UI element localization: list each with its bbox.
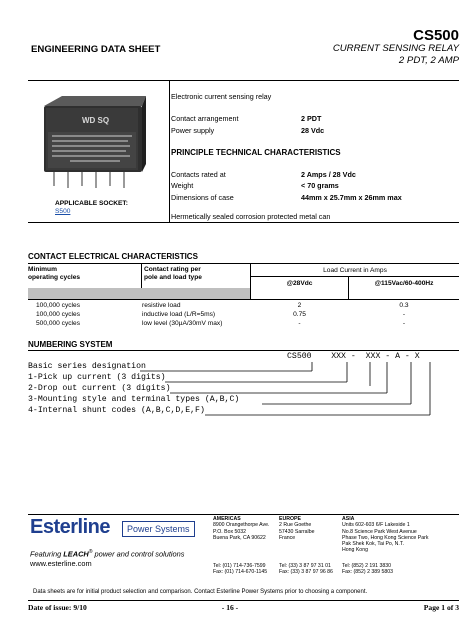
fax: Fax: (01) 714-670-1145 xyxy=(213,569,268,576)
column-header: operating cycles xyxy=(28,274,81,281)
characteristic-label: Contacts rated at xyxy=(171,170,226,179)
model-number: CS500 xyxy=(413,27,459,44)
asia-address xyxy=(342,516,428,554)
footer-bottom-rule xyxy=(28,600,459,601)
table-cell: - xyxy=(402,311,406,318)
principle-title: PRINCIPLE TECHNICAL CHARACTERISTICS xyxy=(171,148,341,157)
issue-date: Date of issue: 9/10 xyxy=(28,603,87,612)
asia-contact xyxy=(342,563,393,576)
spec-value: 28 Vdc xyxy=(301,126,325,135)
table-cell: - xyxy=(402,320,406,327)
column-header: Contact rating per xyxy=(144,266,201,273)
address-line: P.O. Box 5032 xyxy=(213,528,247,535)
region-heading: AMERICAS xyxy=(213,516,241,522)
document-title: ENGINEERING DATA SHEET xyxy=(31,44,161,55)
europe-contact xyxy=(279,563,333,576)
table-cell: - xyxy=(298,320,301,327)
footer-top-rule xyxy=(28,514,459,515)
address-line: Phase Two, Hong Kong Science Park xyxy=(342,534,429,541)
enclosure-note: Hermetically sealed corrosion protected metal can xyxy=(171,212,331,221)
table-cell: 100,000 cycles xyxy=(36,311,80,318)
table-cell: 2 xyxy=(297,302,302,309)
address-line: France xyxy=(279,534,296,541)
website-link[interactable]: www.esterline.com xyxy=(30,559,92,568)
characteristic-label: Dimensions of case xyxy=(171,193,234,202)
characteristic-value: 2 Amps / 28 Vdc xyxy=(301,170,356,179)
product-description: Electronic current sensing relay xyxy=(171,92,272,101)
spec-label: Contact arrangement xyxy=(171,114,239,123)
characteristic-value: 44mm x 25.7mm x 26mm max xyxy=(301,193,402,202)
region-heading: EUROPE xyxy=(279,516,301,522)
phone: Tel: (852) 2 191 3830 xyxy=(342,563,392,569)
page-marker: - 16 - xyxy=(221,603,239,612)
disclaimer: Data sheets are for initial product selection and comparison. Contact Esterline Power Systems prior to choosing a component. xyxy=(33,589,368,595)
logo-wordmark: Esterline xyxy=(30,516,110,538)
americas-address xyxy=(213,516,269,541)
numbering-line: 3-Mounting style and terminal types (A,B,C) xyxy=(28,395,240,404)
numbering-title: NUMBERING SYSTEM xyxy=(28,340,113,349)
socket-link[interactable]: S500 xyxy=(55,208,71,215)
featuring-pre: Featuring xyxy=(30,549,64,559)
esterline-logo xyxy=(30,516,206,544)
characteristic-value: < 70 grams xyxy=(301,181,339,190)
fax: Fax: (33) 3 87 97 96 86 xyxy=(279,569,333,576)
featuring-post: power and control solutions xyxy=(92,549,185,559)
page-count: Page 1 of 3 xyxy=(423,603,459,612)
logo-tag: Power Systems xyxy=(122,521,195,537)
table-cell: resistive load xyxy=(142,302,181,309)
address-line: 2 Rue Goethe xyxy=(279,522,312,529)
spec-value: 2 PDT xyxy=(301,114,322,123)
column-header: pole and load type xyxy=(144,274,202,281)
socket-label: APPLICABLE SOCKET: xyxy=(55,200,128,207)
table-cell: 0.3 xyxy=(399,302,409,309)
region-heading: ASIA xyxy=(342,516,355,522)
part-number-code: CS500 XXX - XXX - A - X xyxy=(287,352,420,361)
numbering-line: 4-Internal shunt codes (A,B,C,D,E,F) xyxy=(28,406,205,415)
sub-header-ac: @115Vac/60-400Hz xyxy=(374,280,434,287)
contact-section-title: CONTACT ELECTRICAL CHARACTERISTICS xyxy=(28,252,198,261)
featuring-brand: LEACH xyxy=(63,549,89,559)
table-cell: low level (30µA/30mV max) xyxy=(142,320,223,327)
address-line: 8900 Orangethorpe Ave. xyxy=(213,522,270,529)
numbering-line: 1-Pick up current (3 digits) xyxy=(28,373,166,382)
phone: Tel: (01) 714-736-7599 xyxy=(213,563,266,569)
sub-header-dc: @28Vdc xyxy=(286,280,313,287)
numbering-line: Basic series designation xyxy=(28,362,146,371)
load-current-header: Load Current in Amps xyxy=(323,267,387,274)
numbering-line: 2-Drop out current (3 digits) xyxy=(28,384,171,393)
registered-mark: ® xyxy=(88,549,93,555)
fax: Fax: (852) 2 389 5803 xyxy=(342,569,394,576)
phone: Tel: (33) 3 87 97 31 01 xyxy=(279,563,331,569)
table-cell: 100,000 cycles xyxy=(36,302,80,309)
column-header: Minimum xyxy=(28,266,57,273)
table-cell: 0.75 xyxy=(293,311,306,318)
europe-address xyxy=(279,516,314,541)
product-subtitle-2: 2 PDT, 2 AMP xyxy=(398,55,459,66)
address-line: Buena Park, CA 90622 xyxy=(213,534,266,541)
address-line: Hong Kong xyxy=(342,547,368,554)
photo-label: WD SQ xyxy=(82,116,110,125)
table-cell: 500,000 cycles xyxy=(36,320,80,327)
product-subtitle: CURRENT SENSING RELAY xyxy=(332,43,459,54)
address-line: No.8 Science Park West Avenue xyxy=(342,528,417,535)
table-cell: inductive load (L/R=5ms) xyxy=(142,311,216,318)
address-line: Pak Shek Kok, Tai Po, N.T. xyxy=(342,541,404,548)
characteristic-label: Weight xyxy=(171,181,194,190)
featuring-line xyxy=(30,549,184,558)
americas-contact xyxy=(213,563,267,576)
spec-label: Power supply xyxy=(171,126,215,135)
address-line: 57430 Sarralbe xyxy=(279,528,315,535)
address-line: Units 602-603 6/F Lakeside 1 xyxy=(342,522,410,529)
